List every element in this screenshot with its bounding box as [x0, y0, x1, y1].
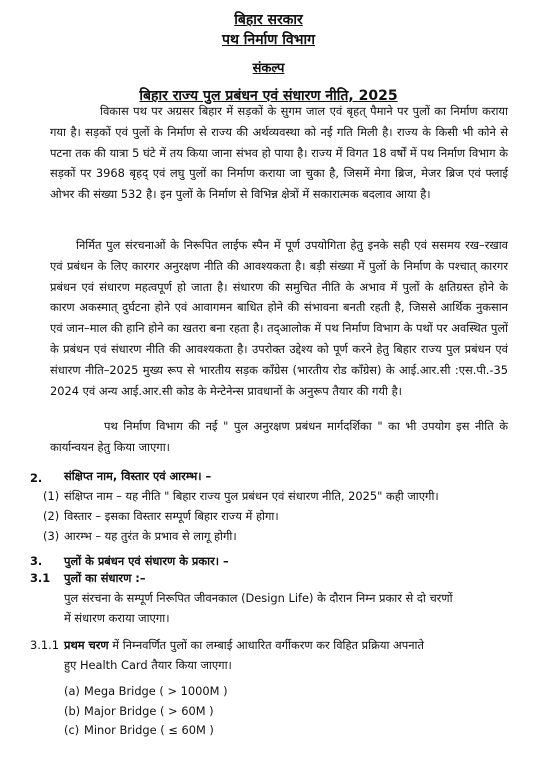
section3-1-number: 3.1	[30, 571, 51, 585]
section2-item2-marker: (2)	[43, 509, 60, 523]
section3-1-heading: पुलों का संधारण :–	[64, 571, 146, 585]
guideline-paragraph: पथ निर्माण विभाग की नई " पुल अनुरक्षण प्रबंधन मार्गदर्शिका " का भी उपयोग इस नीति के कार्यान्वयन हेतु किया जाएगा।	[50, 419, 508, 454]
section2-item1-text: संक्षिप्त नाम – यह नीति " बिहार राज्य पुल प्रबंधन एवं संधारण नीति, 2025" कही जाएगी।	[64, 489, 439, 503]
section2-item3-text: आरम्भ – यह तुरंत के प्रभाव से लागू होगी।	[64, 529, 237, 543]
section3-1-text-line1: पुल संरचना के सम्पूर्ण निरूपित जीवनकाल (Design Life) के दौरान निम्न प्रकार से दो चरणों	[64, 591, 453, 605]
section2-item3-marker: (3)	[43, 529, 60, 543]
bridge-b-marker: (b)	[64, 704, 81, 718]
need-paragraph: निर्मित पुल संरचनाओं के निरूपित लाईफ स्पैन में पूर्ण उपयोगिता हेतु इनके सही एवं ससमय रख–रखाव एवं प्रबंधन के लिए कारगर अनुरक्षण नीति की आवश्यकता है। बड़ी संख्या में पुलों के निर्माण के पश्चात् कारगर प्रबंधन एवं संधारण महत्वपूर्ण हो जाता है। संधारण की समुचित नीति के अभाव में पुलों के क्षतिग्रस्त होने के कारण अकस्मात् दुर्घटना होने एवं आवागमन बाधित होने की संभावना बनती रहती है, जिससे आर्थिक नुकसान एवं जान–माल की हानि होने का खतरा बना रहता है। तद्आलोक में पथ निर्माण विभाग के पथों पर अवस्थित पुलों के प्रबंधन एवं संधारण नीति की आवश्यकता है। उपरोक्त उद्देश्य को पूर्ण करने हेतु बिहार राज्य पुल प्रबंधन एवं संधारण नीति–2025 मुख्य रूप से भारतीय सड़क कॉंग्रेस (भारतीय रोड कॉंग्रेस) के आई.आर.सी :एस.पी.-35 2024 एवं अन्य आई.आर.सी कोड के मेन्टेनेन्स प्रावधानों के अनुरूप तैयार की गयी है।	[50, 238, 508, 398]
phase-one-label: प्रथम चरण	[64, 638, 109, 652]
intro-paragraph: विकास पथ पर अग्रसर बिहार में सड़कों के सुगम जाल एवं बृहत् पैमाने पर पुलों का निर्माण कराया गया है। सड़कों एवं पुलों के निर्माण से राज्य की अर्थव्यवस्था को नई गति मिली है। राज्य के किसी भी कोने से पटना तक की यात्रा 5 घंटे में तय किया जाना संभव हो पाया है। राज्य में विगत 18 वर्षों में पथ निर्माण विभाग के सड़कों पर 3968 बृहद् एवं लघु पुलों का निर्माण कराया जा चुका है, जिसमें मेगा ब्रिज, मेजर ब्रिज एवं फ्लाई ओभर की संख्या 532 है। इन पुलों के निर्माण से विभिन्न क्षेत्रों में सकारात्मक बदलाव आया है।	[50, 104, 508, 202]
section2-heading: संक्षिप्त नाम, विस्तार एवं आरम्भ। –	[64, 469, 212, 483]
department-heading: पथ निर्माण विभाग	[222, 32, 315, 48]
bridge-c-text: Minor Bridge ( ≤ 60M )	[84, 723, 214, 737]
government-heading: बिहार सरकार	[234, 12, 303, 28]
section2-item1-marker: (1)	[43, 489, 60, 503]
section2-item2-text: विस्तार – इसका विस्तार सम्पूर्ण बिहार राज्य में होगा।	[64, 509, 279, 523]
section3-1-1-line1	[64, 638, 424, 653]
section3-1-1-text: में निम्नवर्णित पुलों का लम्बाई आधारित वर्गीकरण कर विहित प्रक्रिया अपनाते	[112, 638, 424, 652]
bridge-a-text: Mega Bridge ( > 1000M )	[84, 684, 228, 698]
bridge-a-marker: (a)	[64, 684, 80, 698]
section3-1-text-line2: में संधारण कराया जाएगा।	[64, 611, 170, 625]
section3-1-1-line2: हुए Health Card तैयार किया जाएगा।	[64, 658, 232, 672]
policy-title: बिहार राज्य पुल प्रबंधन एवं संधारण नीति, 2025	[139, 88, 398, 104]
bridge-b-text: Major Bridge ( > 60M )	[84, 704, 214, 718]
section2-number: 2.	[30, 471, 43, 485]
bridge-c-marker: (c)	[64, 723, 80, 737]
section3-1-1-number: 3.1.1	[30, 638, 59, 652]
section3-number: 3.	[30, 554, 43, 568]
section3-heading: पुलों के प्रबंधन एवं संधारण के प्रकार। –	[64, 554, 229, 568]
resolution-heading: संकल्प	[252, 61, 285, 76]
